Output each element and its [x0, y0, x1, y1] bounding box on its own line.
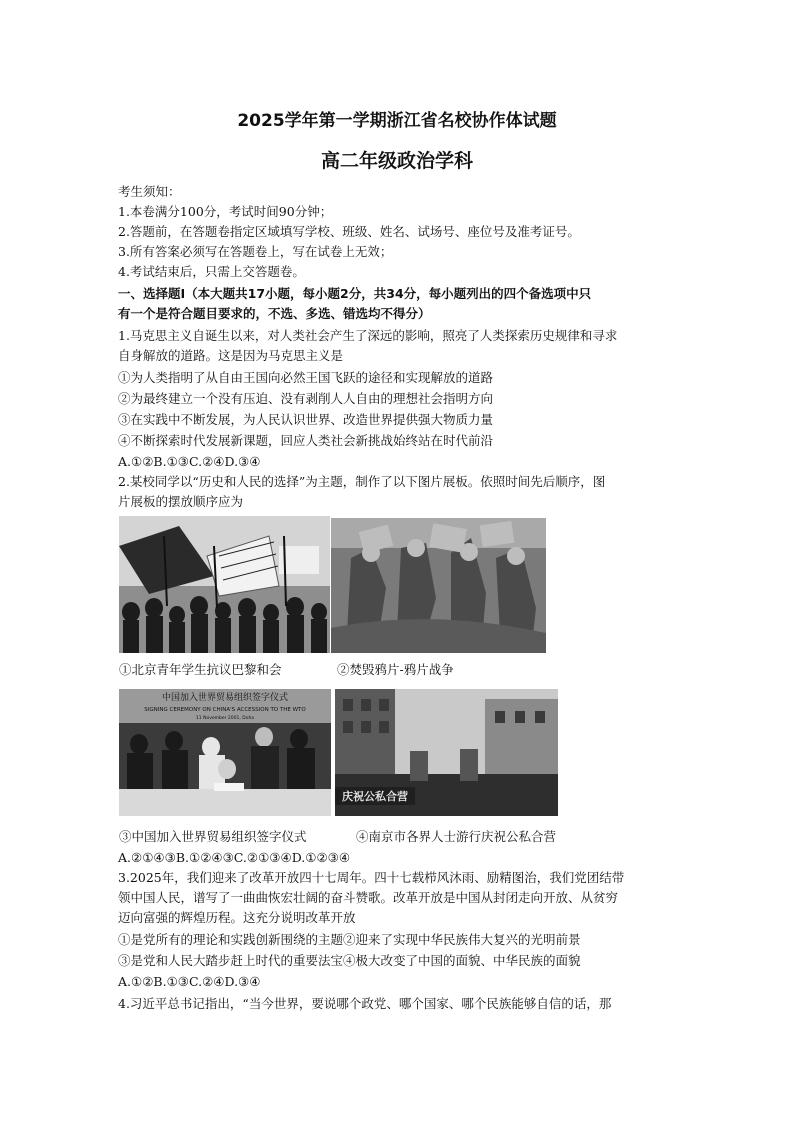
q1-option-3: ③在实践中不断发展，为人民认识世界、改造世界提供强大物质力量	[118, 412, 494, 427]
q4-stem-line1: 4.习近平总书记指出，“当今世界，要说哪个政党、哪个国家、哪个民族能够自信的话，那	[118, 996, 612, 1011]
q1-stem-line1: 1.马克思主义自诞生以来，对人类社会产生了深远的影响，照亮了人类探索历史规律和寻求	[118, 328, 618, 343]
q1-stem-line2: 自身解放的道路。这是因为马克思主义是	[118, 348, 344, 363]
q3-stem-line3: 迈向富强的辉煌历程。这充分说明改革开放	[118, 910, 356, 925]
notice-heading: 考生须知：	[118, 184, 181, 199]
q3-choices: A.①②B.①③C.②④D.③④	[118, 974, 261, 989]
q3-options-line1: ①是党所有的理论和实践创新围绕的主题②迎来了实现中华民族伟大复兴的光明前景	[118, 932, 581, 947]
photo-wto-signing	[119, 689, 331, 816]
notice-item-4: 4.考试结束后，只需上交答题卷。	[118, 264, 305, 279]
wto-banner-date: 11 November 2001, Doha	[195, 716, 255, 721]
q1-option-2: ②为最终建立一个没有压迫、没有剥削人人自由的理想社会指明方向	[118, 391, 494, 406]
notice-item-2: 2.答题前，在答题卷指定区域填写学校、班级、姓名、试场号、座位号及准考证号。	[118, 224, 580, 239]
q2-stem-line2: 片展板的摆放顺序应为	[118, 494, 244, 509]
exam-title: 2025学年第一学期浙江省名校协作体试题	[237, 111, 557, 131]
q3-stem-line1: 3.2025年，我们迎来了改革开放四十七周年。四十七载栉风沐雨、励精图治，我们党团结带	[118, 870, 625, 885]
wto-banner-cn: 中国加入世界贸易组织签字仪式	[161, 693, 289, 703]
photo-caption-4: ④南京市各界人士游行庆祝公私合营	[356, 829, 557, 844]
photo-opium-relief	[331, 518, 546, 653]
q3-stem-line2: 领中国人民，谱写了一曲曲恢宏壮阔的奋斗赞歌。改革开放是中国从封闭走向开放、从贫穷	[118, 890, 619, 905]
section-heading-line2: 有一个是符合题目要求的，不选、多选、错选均不得分）	[118, 306, 431, 321]
q1-option-1: ①为人类指明了从自由王国向必然王国飞跃的途径和实现解放的道路	[118, 370, 494, 385]
q1-choices: A.①②B.①③C.②④D.③④	[118, 454, 261, 469]
notice-item-3: 3.所有答案必须写在答题卷上，写在试卷上无效；	[118, 244, 393, 259]
q1-option-4: ④不断探索时代发展新课题，回应人类社会新挑战始终站在时代前沿	[118, 433, 494, 448]
q3-options-line2: ③是党和人民大踏步赶上时代的重要法宝④极大改变了中国的面貌、中华民族的面貌	[118, 953, 581, 968]
exam-subtitle: 高二年级政治学科	[320, 150, 473, 172]
photo-protest	[119, 516, 330, 653]
notice-item-1: 1.本卷满分100分，考试时间90分钟；	[118, 204, 333, 219]
photo-caption-3: ③中国加入世界贸易组织签字仪式	[119, 829, 307, 844]
q2-choices: A.②①④③B.①②④③C.②①③④D.①②③④	[118, 850, 351, 865]
section-heading-line1: 一、选择题Ⅰ（本大题共17小题，每小题2分，共34分，每小题列出的四个备选项中只	[118, 286, 592, 301]
photo-nanjing-parade	[335, 689, 558, 816]
parade-sign-text: 庆祝公私合营	[342, 790, 408, 803]
photo-caption-2: ②焚毁鸦片-鸦片战争	[337, 662, 454, 677]
wto-banner-en: SIGNING CEREMONY ON CHINA'S ACCESSION TO THE WTO	[144, 707, 306, 713]
q2-stem-line1: 2.某校同学以“历史和人民的选择”为主题，制作了以下图片展板。依照时间先后顺序，图	[118, 474, 606, 489]
photo-caption-1: ①北京青年学生抗议巴黎和会	[119, 662, 282, 677]
